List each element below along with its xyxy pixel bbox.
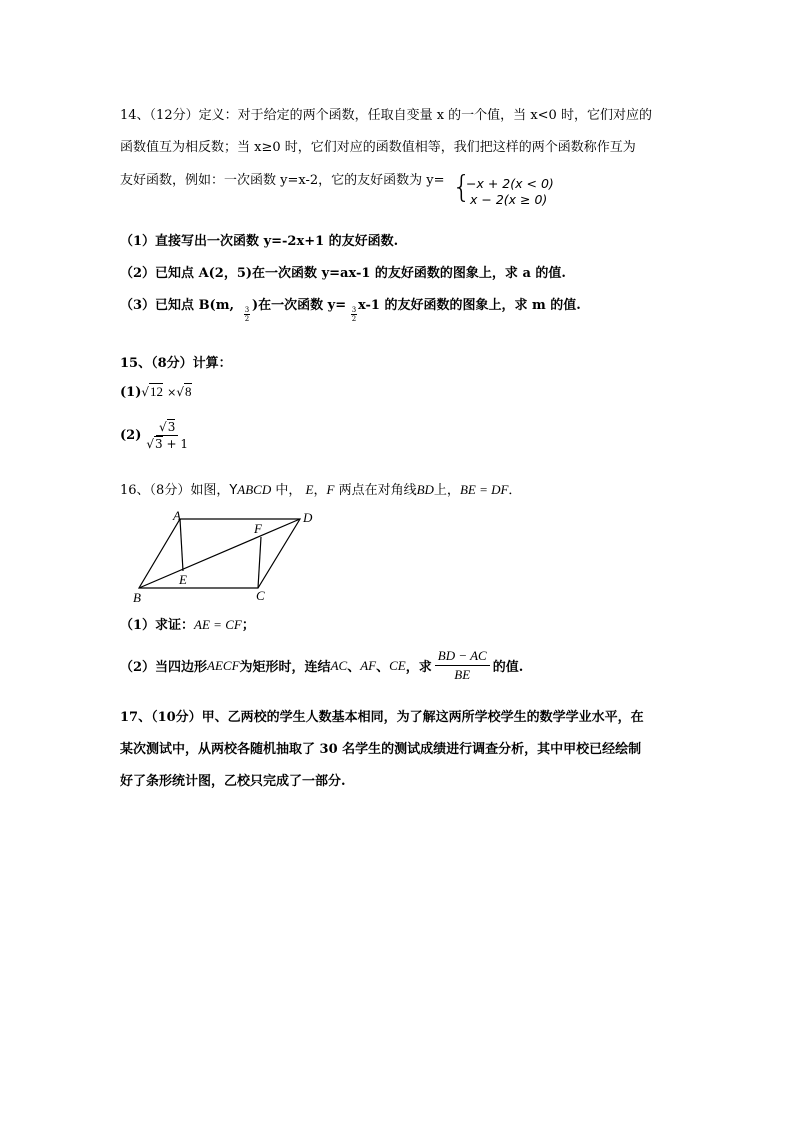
q14-line-2: 函数值互为相反数；当 x≥0 时，它们对应的函数值相等，我们把这样的两个函数称作互为 (120, 140, 636, 155)
piecewise-brace: { (452, 170, 472, 205)
separator: ， (313, 483, 327, 498)
q15-part-2 (120, 420, 191, 451)
times-operator: × (167, 386, 177, 399)
q15-fraction (143, 420, 191, 451)
ratio-fraction (435, 648, 490, 683)
fraction-denominator: 2 (244, 315, 250, 323)
point-f-figure-label: F (254, 521, 262, 536)
q16-title-mid: 中， (271, 483, 302, 498)
parallelogram-symbol: Y (229, 483, 238, 498)
fraction-numerator (156, 420, 178, 436)
fraction-numerator: BD − AC (435, 648, 490, 666)
equation-be-df: BE = DF (459, 482, 509, 497)
semicolon: ； (241, 618, 255, 633)
fraction-numerator: 3 (351, 306, 357, 314)
piecewise-case-2: x − 2(x ≥ 0) (470, 192, 548, 207)
q15-title: 15、（8分）计算： (120, 356, 232, 371)
diagonal-bd: BD (416, 482, 434, 497)
q16-part-1-prefix: （1）求证： (120, 618, 195, 633)
q15-part-1 (120, 384, 192, 400)
segment-ce-label: CE (389, 657, 406, 673)
diagonal-bd-line (139, 519, 300, 588)
q16-title (120, 479, 521, 498)
parallelogram-figure (125, 500, 340, 610)
q15-part-1-label: (1) (120, 385, 142, 400)
separator: 、 (376, 660, 390, 675)
fraction-denominator: 2 (351, 315, 357, 323)
sqrt-icon: √ (159, 420, 167, 434)
point-e-figure-label: E (179, 572, 187, 587)
parallelogram-name: ABCD (237, 482, 272, 497)
q14-part-3-a: （3）已知点 B(m, (120, 298, 234, 313)
quadrilateral-aecf: AECF (207, 657, 240, 673)
q14-line-3: 友好函数，例如：一次函数 y=x-2，它的友好函数为 y= (120, 173, 445, 188)
q16-part-2-find: ，求 (405, 660, 432, 675)
segment-ae (180, 519, 183, 571)
sqrt-radicand-3: 3 (155, 437, 163, 451)
q15-part-2-label: (2) (120, 428, 142, 443)
sqrt-icon: √ (141, 385, 150, 399)
point-f-label: F (326, 482, 335, 497)
segment-ac-label: AC (330, 657, 348, 673)
sqrt-radicand-8: 8 (185, 384, 192, 399)
q16-part-2-suffix: 的值. (492, 660, 524, 675)
q17-line-2: 某次测试中，从两校各随机抽取了 30 名学生的测试成绩进行调查分析，其中甲校已经绘制 (120, 742, 642, 757)
fraction-denominator: BE (454, 667, 471, 682)
sqrt-icon: √ (146, 437, 155, 451)
separator: 、 (347, 660, 361, 675)
sqrt-radicand-12: 12 (150, 384, 164, 399)
q14-part-1: （1）直接写出一次函数 y=-2x+1 的友好函数. (120, 234, 399, 249)
q14-part-3-c: x-1 的友好函数的图象上，求 m 的值. (358, 298, 581, 313)
segment-af-label: AF (360, 657, 377, 673)
sqrt-radicand-3: 3 (167, 420, 176, 434)
vertex-c-label: C (256, 588, 265, 603)
fraction-numerator: 3 (244, 306, 250, 314)
point-e-label: E (305, 482, 314, 497)
sqrt-icon: √ (176, 385, 185, 399)
q16-title-diagonal-text: 两点在对角线 (334, 483, 417, 498)
q16-part-2 (120, 648, 523, 683)
q16-part-1 (120, 614, 255, 633)
q16-title-on: 上， (433, 483, 460, 498)
fraction-three-halves-1 (244, 306, 250, 323)
period: ． (508, 483, 522, 498)
q17-line-3: 好了条形统计图，乙校只完成了一部分. (120, 774, 346, 789)
q14-line-1: 14、（12分）定义：对于给定的两个函数，任取自变量 x 的一个值，当 x<0 时，它们对应的 (120, 108, 652, 123)
vertex-a-label: A (173, 508, 181, 523)
vertex-b-label: B (133, 590, 141, 605)
vertex-d-label: D (303, 510, 313, 525)
q14-part-3-b: )在一次函数 y= (252, 298, 347, 313)
q16-part-2-prefix: （2）当四边形 (120, 660, 208, 675)
fraction-denominator (143, 436, 191, 451)
segment-cf (258, 537, 261, 588)
piecewise-case-1: −x + 2(x < 0) (466, 176, 554, 191)
q16-title-prefix: 16、（8分）如图， (120, 483, 230, 498)
q14-part-2: （2）已知点 A(2，5)在一次函数 y=ax-1 的友好函数的图象上，求 a 的值. (120, 266, 566, 281)
plus-one: + 1 (166, 437, 188, 451)
q16-part-2-connect: 为矩形时，连结 (239, 660, 331, 675)
fraction-three-halves-2 (351, 306, 357, 323)
equation-ae-cf: AE = CF (194, 617, 242, 632)
q17-line-1: 17、（10分）甲、乙两校的学生人数基本相同，为了解这两所学校学生的数学学业水平，在 (120, 710, 644, 725)
